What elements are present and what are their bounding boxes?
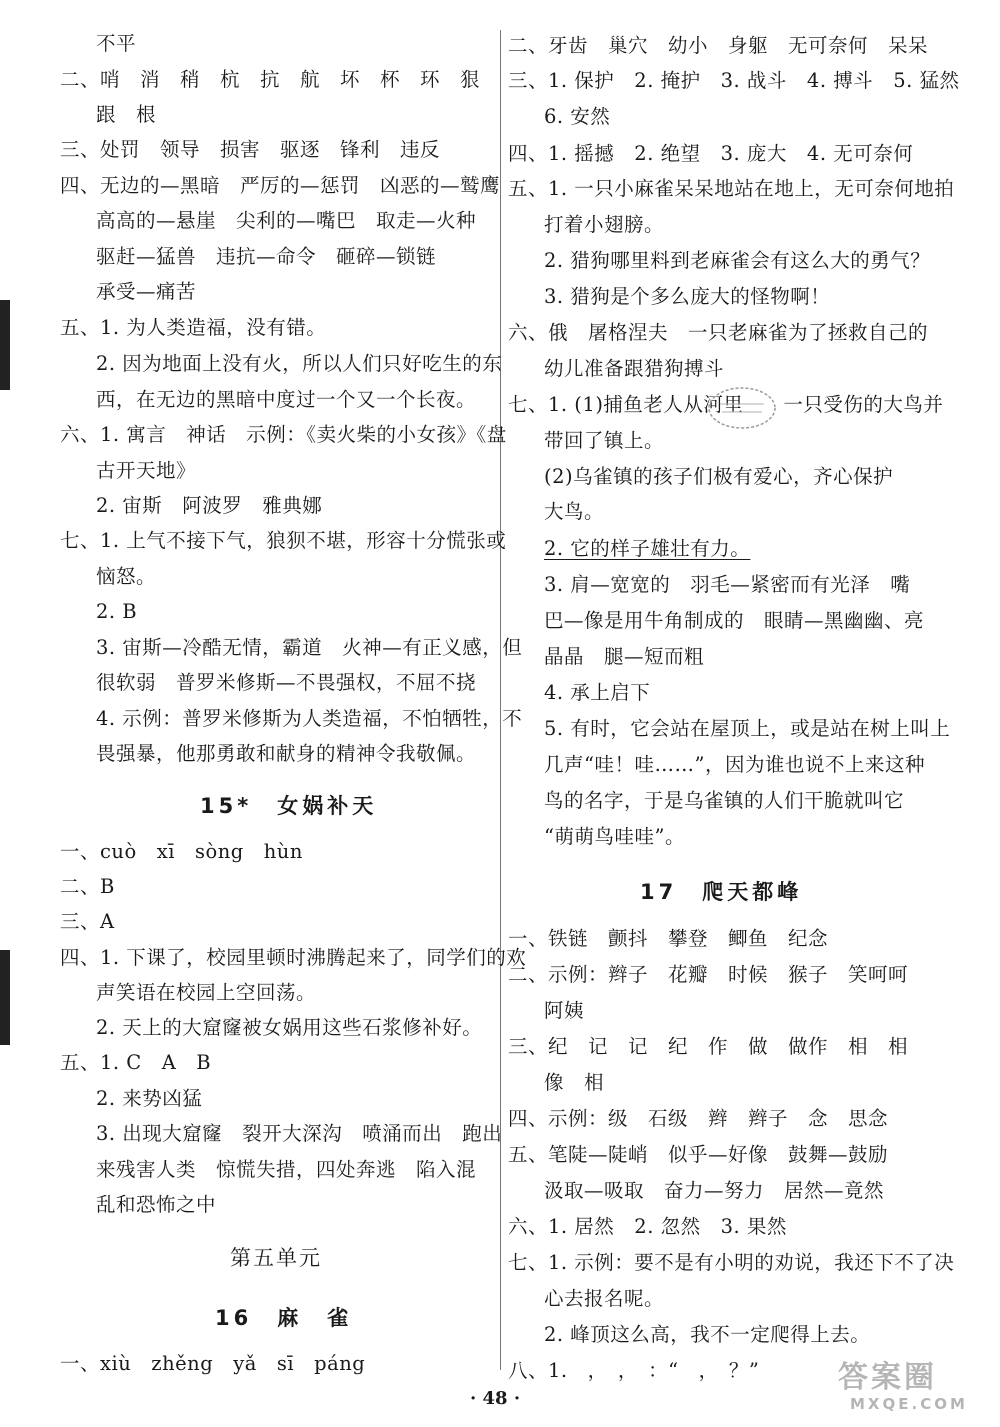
answer-line: 高高的—悬崖 尖利的—嘴巴 取走—火种	[96, 209, 477, 232]
answer-line: 鸟的名字，于是乌雀镇的人们干脆就叫它	[544, 789, 905, 812]
answer-line: 2. 它的样子雄壮有力。	[544, 537, 751, 560]
answer-line: 六、俄 屠格涅夫 一只老麻雀为了拯救自己的	[508, 321, 929, 344]
answer-line: “萌萌鸟哇哇”。	[544, 825, 685, 848]
answer-line: 三、纪 记 记 纪 作 做 做作 相 相	[508, 1035, 909, 1058]
answer-line: 五、1. C A B	[60, 1051, 212, 1074]
answer-line: 4. 承上启下	[544, 681, 651, 704]
answer-line: 带回了镇上。	[544, 429, 665, 452]
answer-line: 4. 示例：普罗米修斯为人类造福，不怕牺牲，不	[96, 707, 523, 730]
answer-line: 跟 根	[96, 103, 157, 126]
answer-line: 三、处罚 领导 损害 驱逐 锋利 违反	[60, 138, 441, 161]
answer-line: 恼怒。	[96, 565, 157, 588]
page-number: · 48 ·	[470, 1388, 521, 1409]
answer-line: 2. 猎狗哪里料到老麻雀会有这么大的勇气？	[544, 249, 931, 272]
answer-line: 八、1. ， ， ：“ ， ？”	[508, 1359, 760, 1382]
watermark-line2: MXQE.COM	[850, 1395, 968, 1413]
answer-line: 一、铁链 颤抖 攀登 鲫鱼 纪念	[508, 927, 829, 950]
answer-line: 巴—像是用牛角制成的 眼睛—黑幽幽、亮	[544, 609, 925, 632]
answer-line: 2. 宙斯 阿波罗 雅典娜	[96, 494, 323, 517]
answer-line: 四、无边的—黑暗 严厉的—惩罚 凶恶的—鹫鹰	[60, 174, 501, 197]
answer-line: 七、1. 示例：要不是有小明的劝说，我还下不了决	[508, 1251, 955, 1274]
binding-mark-top	[0, 300, 10, 390]
ink-stamp-icon	[706, 384, 778, 432]
answer-line: 驱赶—猛兽 违抗—命令 砸碎—锁链	[96, 245, 437, 268]
answer-line: 3. 出现大窟窿 裂开大深沟 喷涌而出 跑出	[96, 1122, 503, 1145]
answer-line: 畏强暴，他那勇敢和献身的精神令我敬佩。	[96, 742, 477, 765]
answer-line: 2. 峰顶这么高，我不一定爬得上去。	[544, 1323, 871, 1346]
unit-title: 第五单元	[230, 1246, 322, 1270]
binding-mark-bottom	[0, 950, 10, 1045]
answer-line: 乱和恐怖之中	[96, 1193, 217, 1216]
answer-line: 像 相	[544, 1071, 605, 1094]
answer-line: 二、示例：辫子 花瓣 时候 猴子 笑呵呵	[508, 963, 909, 986]
answer-line: 3. 肩—宽宽的 羽毛—紧密而有光泽 嘴	[544, 573, 911, 596]
answer-line: 三、1. 保护 2. 掩护 3. 战斗 4. 搏斗 5. 猛然	[508, 69, 960, 92]
answer-line: 声笑语在校园上空回荡。	[96, 981, 317, 1004]
answer-line: 2. 来势凶猛	[96, 1087, 203, 1110]
answer-line: 四、1. 摇撼 2. 绝望 3. 庞大 4. 无可奈何	[508, 142, 914, 165]
answer-line: 3. 宙斯—冷酷无情，霸道 火神—有正义感，但	[96, 636, 523, 659]
answer-line: 二、哨 消 稍 杭 抗 航 坏 杯 环 狠	[60, 68, 481, 91]
lesson-17-title: 17 爬天都峰	[640, 880, 803, 904]
answer-line: 大鸟。	[544, 500, 605, 523]
answer-line: 几声“哇！哇……”，因为谁也说不上来这种	[544, 753, 925, 776]
answer-line: 承受—痛苦	[96, 280, 197, 303]
answer-line: 五、1. 一只小麻雀呆呆地站在地上，无可奈何地拍	[508, 177, 955, 200]
answer-line: 2. 天上的大窟窿被女娲用这些石浆修补好。	[96, 1016, 483, 1039]
answer-line: 3. 猎狗是个多么庞大的怪物啊！	[544, 285, 831, 308]
answer-line: 五、笔陡—陡峭 似乎—好像 鼓舞—鼓励	[508, 1143, 889, 1166]
answer-line: 西，在无边的黑暗中度过一个又一个长夜。	[96, 388, 477, 411]
right-column	[508, 0, 960, 1427]
answer-line: 不平	[96, 32, 137, 55]
answer-line: 6. 安然	[544, 105, 611, 128]
answer-line: 来残害人类 惊慌失措，四处奔逃 陷入混	[96, 1158, 477, 1181]
answer-line: 二、B	[60, 875, 115, 898]
answer-line: 一、xiù zhěng yǎ sī páng	[60, 1352, 366, 1375]
left-column	[60, 0, 527, 1427]
answer-line: 心去报名呢。	[544, 1287, 665, 1310]
answer-line: 古开天地》	[96, 459, 197, 482]
answer-line: 四、示例：级 石级 辫 辫子 念 思念	[508, 1107, 889, 1130]
answer-line: 五、1. 为人类造福，没有错。	[60, 316, 327, 339]
answer-line: (2)乌雀镇的孩子们极有爱心，齐心保护	[544, 465, 894, 488]
answer-line: 汲取—吸取 奋力—努力 居然—竟然	[544, 1179, 885, 1202]
answer-line: 阿姨	[544, 999, 585, 1022]
answer-line: 七、1. (1)捕鱼老人从河里 一只受伤的大鸟并	[508, 393, 944, 416]
answer-line: 六、1. 居然 2. 忽然 3. 果然	[508, 1215, 787, 1238]
watermark-logo	[838, 1362, 988, 1422]
watermark-line1: 答案圈	[838, 1360, 937, 1395]
answer-line: 四、1. 下课了，校园里顿时沸腾起来了，同学们的欢	[60, 946, 527, 969]
answer-line: 三、A	[60, 910, 115, 933]
answer-line: 很软弱 普罗米修斯—不畏强权，不屈不挠	[96, 671, 477, 694]
answer-line: 晶晶 腿—短而粗	[544, 645, 705, 668]
answer-line: 2. B	[96, 600, 138, 623]
answer-line: 七、1. 上气不接下气，狼狈不堪，形容十分慌张或	[60, 529, 507, 552]
answer-line: 二、牙齿 巢穴 幼小 身躯 无可奈何 呆呆	[508, 34, 929, 57]
answer-line: 2. 因为地面上没有火，所以人们只好吃生的东	[96, 352, 503, 375]
column-divider	[500, 30, 501, 1370]
answer-line: 六、1. 寓言 神话 示例：《卖火柴的小女孩》《盘	[60, 423, 507, 446]
answer-line: 幼儿准备跟猎狗搏斗	[544, 357, 725, 380]
lesson-16-title: 16 麻 雀	[215, 1306, 353, 1330]
answer-line: 打着小翅膀。	[544, 213, 665, 236]
answer-line: 一、cuò xī sòng hùn	[60, 840, 303, 863]
answer-line: 5. 有时，它会站在屋顶上，或是站在树上叫上	[544, 717, 951, 740]
lesson-15-title: 15* 女娲补天	[200, 794, 378, 818]
